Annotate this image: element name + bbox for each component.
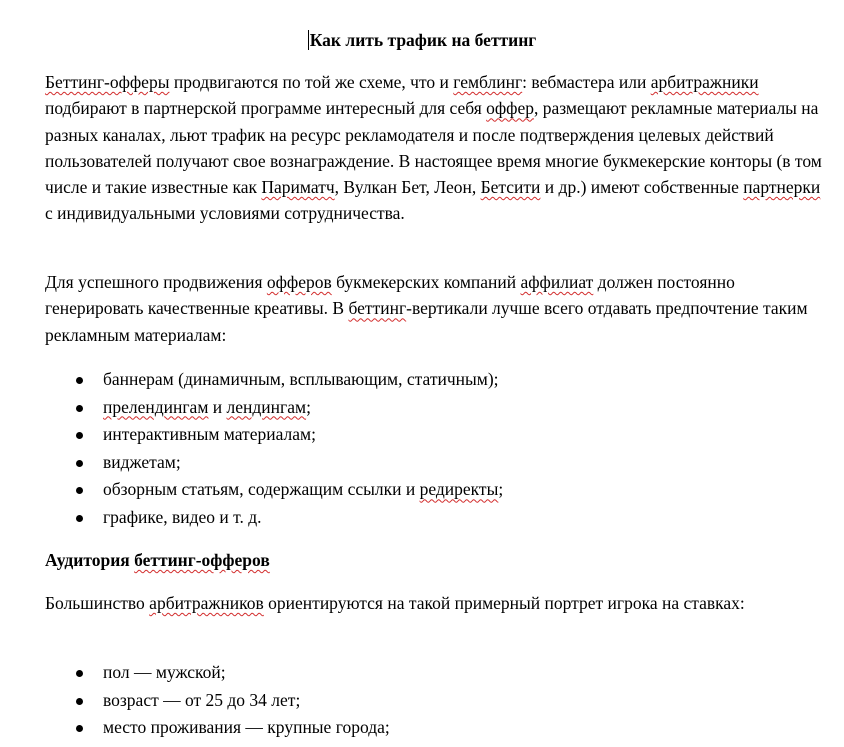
spellcheck-word: арбитражников — [149, 593, 264, 613]
list-item — [45, 504, 825, 532]
list-item — [45, 476, 825, 504]
bullet-icon — [76, 725, 83, 732]
bullet-icon — [76, 460, 83, 467]
text-run: графике, видео и т. д. — [103, 506, 262, 527]
spellcheck-word: гемблинг — [453, 72, 523, 92]
bullet-icon — [76, 377, 83, 384]
bullet-icon — [76, 432, 83, 439]
list-item — [45, 421, 825, 449]
paragraph-audience — [45, 590, 825, 616]
spellcheck-word: партнерки — [743, 177, 821, 198]
spellcheck-word: беттинг-офферов — [134, 550, 270, 570]
spellcheck-word: лендингам — [226, 396, 307, 417]
list-item — [45, 714, 825, 742]
bullet-icon — [76, 698, 83, 705]
creatives-list — [45, 366, 825, 532]
text-run: интерактивным материалам; — [103, 424, 316, 445]
list-item — [45, 394, 825, 422]
spellcheck-word: прелендингам — [103, 396, 209, 417]
spellcheck-word: Бетсити — [480, 177, 541, 198]
text-run: с индивидуальными условиями сотрудничества. — [45, 203, 405, 224]
text-run: возраст — от 25 до 34 лет; — [103, 689, 301, 710]
text-run: обзорным статьям, содержащим ссылки и — [103, 479, 420, 500]
text-run: продвигаются по той же схеме, что и — [169, 72, 454, 92]
text-run: Аудитория — [45, 550, 135, 570]
text-run: и др.) имеют собственные — [540, 177, 744, 198]
text-run: Большинство — [45, 593, 150, 613]
text-run: и — [208, 396, 227, 417]
spellcheck-word: беттинг — [348, 298, 407, 319]
text-run: подбирают в партнерской программе интересный для себя — [45, 98, 487, 119]
section-heading-audience — [45, 547, 270, 573]
text-run: ориентируются на такой примерный портрет игрока на ставках: — [263, 593, 745, 613]
bullet-icon — [76, 405, 83, 412]
spellcheck-word: Париматч — [261, 177, 335, 198]
text-run: , размещают рекламные материалы на разных каналах, льют трафик на ресурс рекламодателя и после подтверждения целевых действий пользователей получают свое вознаграждение. В настоящее время многие букмекерские конторы (в том числе и такие известные как — [45, 98, 822, 198]
document-title-text: Как лить трафик на беттинг — [309, 30, 537, 50]
spellcheck-word: офферов — [266, 272, 332, 292]
paragraph-creatives — [45, 269, 825, 348]
text-run: виджетам; — [103, 451, 181, 472]
text-run: Для успешного продвижения — [45, 272, 267, 292]
document-title — [0, 28, 844, 52]
list-item — [45, 449, 825, 477]
paragraph-intro — [45, 69, 825, 227]
text-run: , Вулкан Бет, Леон, — [334, 177, 481, 198]
list-item — [45, 659, 825, 687]
text-run: баннерам (динамичным, всплывающим, статичным); — [103, 369, 499, 389]
text-run: ; — [306, 396, 311, 417]
text-cursor — [308, 30, 309, 50]
text-run: ; — [498, 479, 504, 500]
bullet-icon — [76, 670, 83, 677]
spellcheck-word: редиректы — [419, 479, 499, 500]
text-run: место проживания — крупные города; — [103, 717, 390, 738]
spellcheck-word: Беттинг-офферы — [45, 72, 170, 92]
text-run: букмекерских компаний — [331, 272, 521, 292]
spellcheck-word: оффер — [486, 98, 534, 119]
text-run: -вертикали лучше всего отдавать предпочтение таким рекламным материалам: — [45, 298, 808, 345]
text-run: : вебмастера или — [522, 72, 651, 92]
bullet-icon — [76, 515, 83, 522]
text-run: пол — мужской; — [103, 662, 226, 682]
audience-list — [45, 659, 825, 742]
text-run: должен постоянно генерировать качественные креативы. В — [45, 272, 735, 319]
list-item — [45, 687, 825, 715]
list-item — [45, 366, 825, 394]
spellcheck-word: аффилиат — [520, 272, 594, 292]
spellcheck-word: арбитражники — [650, 72, 759, 92]
bullet-icon — [76, 487, 83, 494]
